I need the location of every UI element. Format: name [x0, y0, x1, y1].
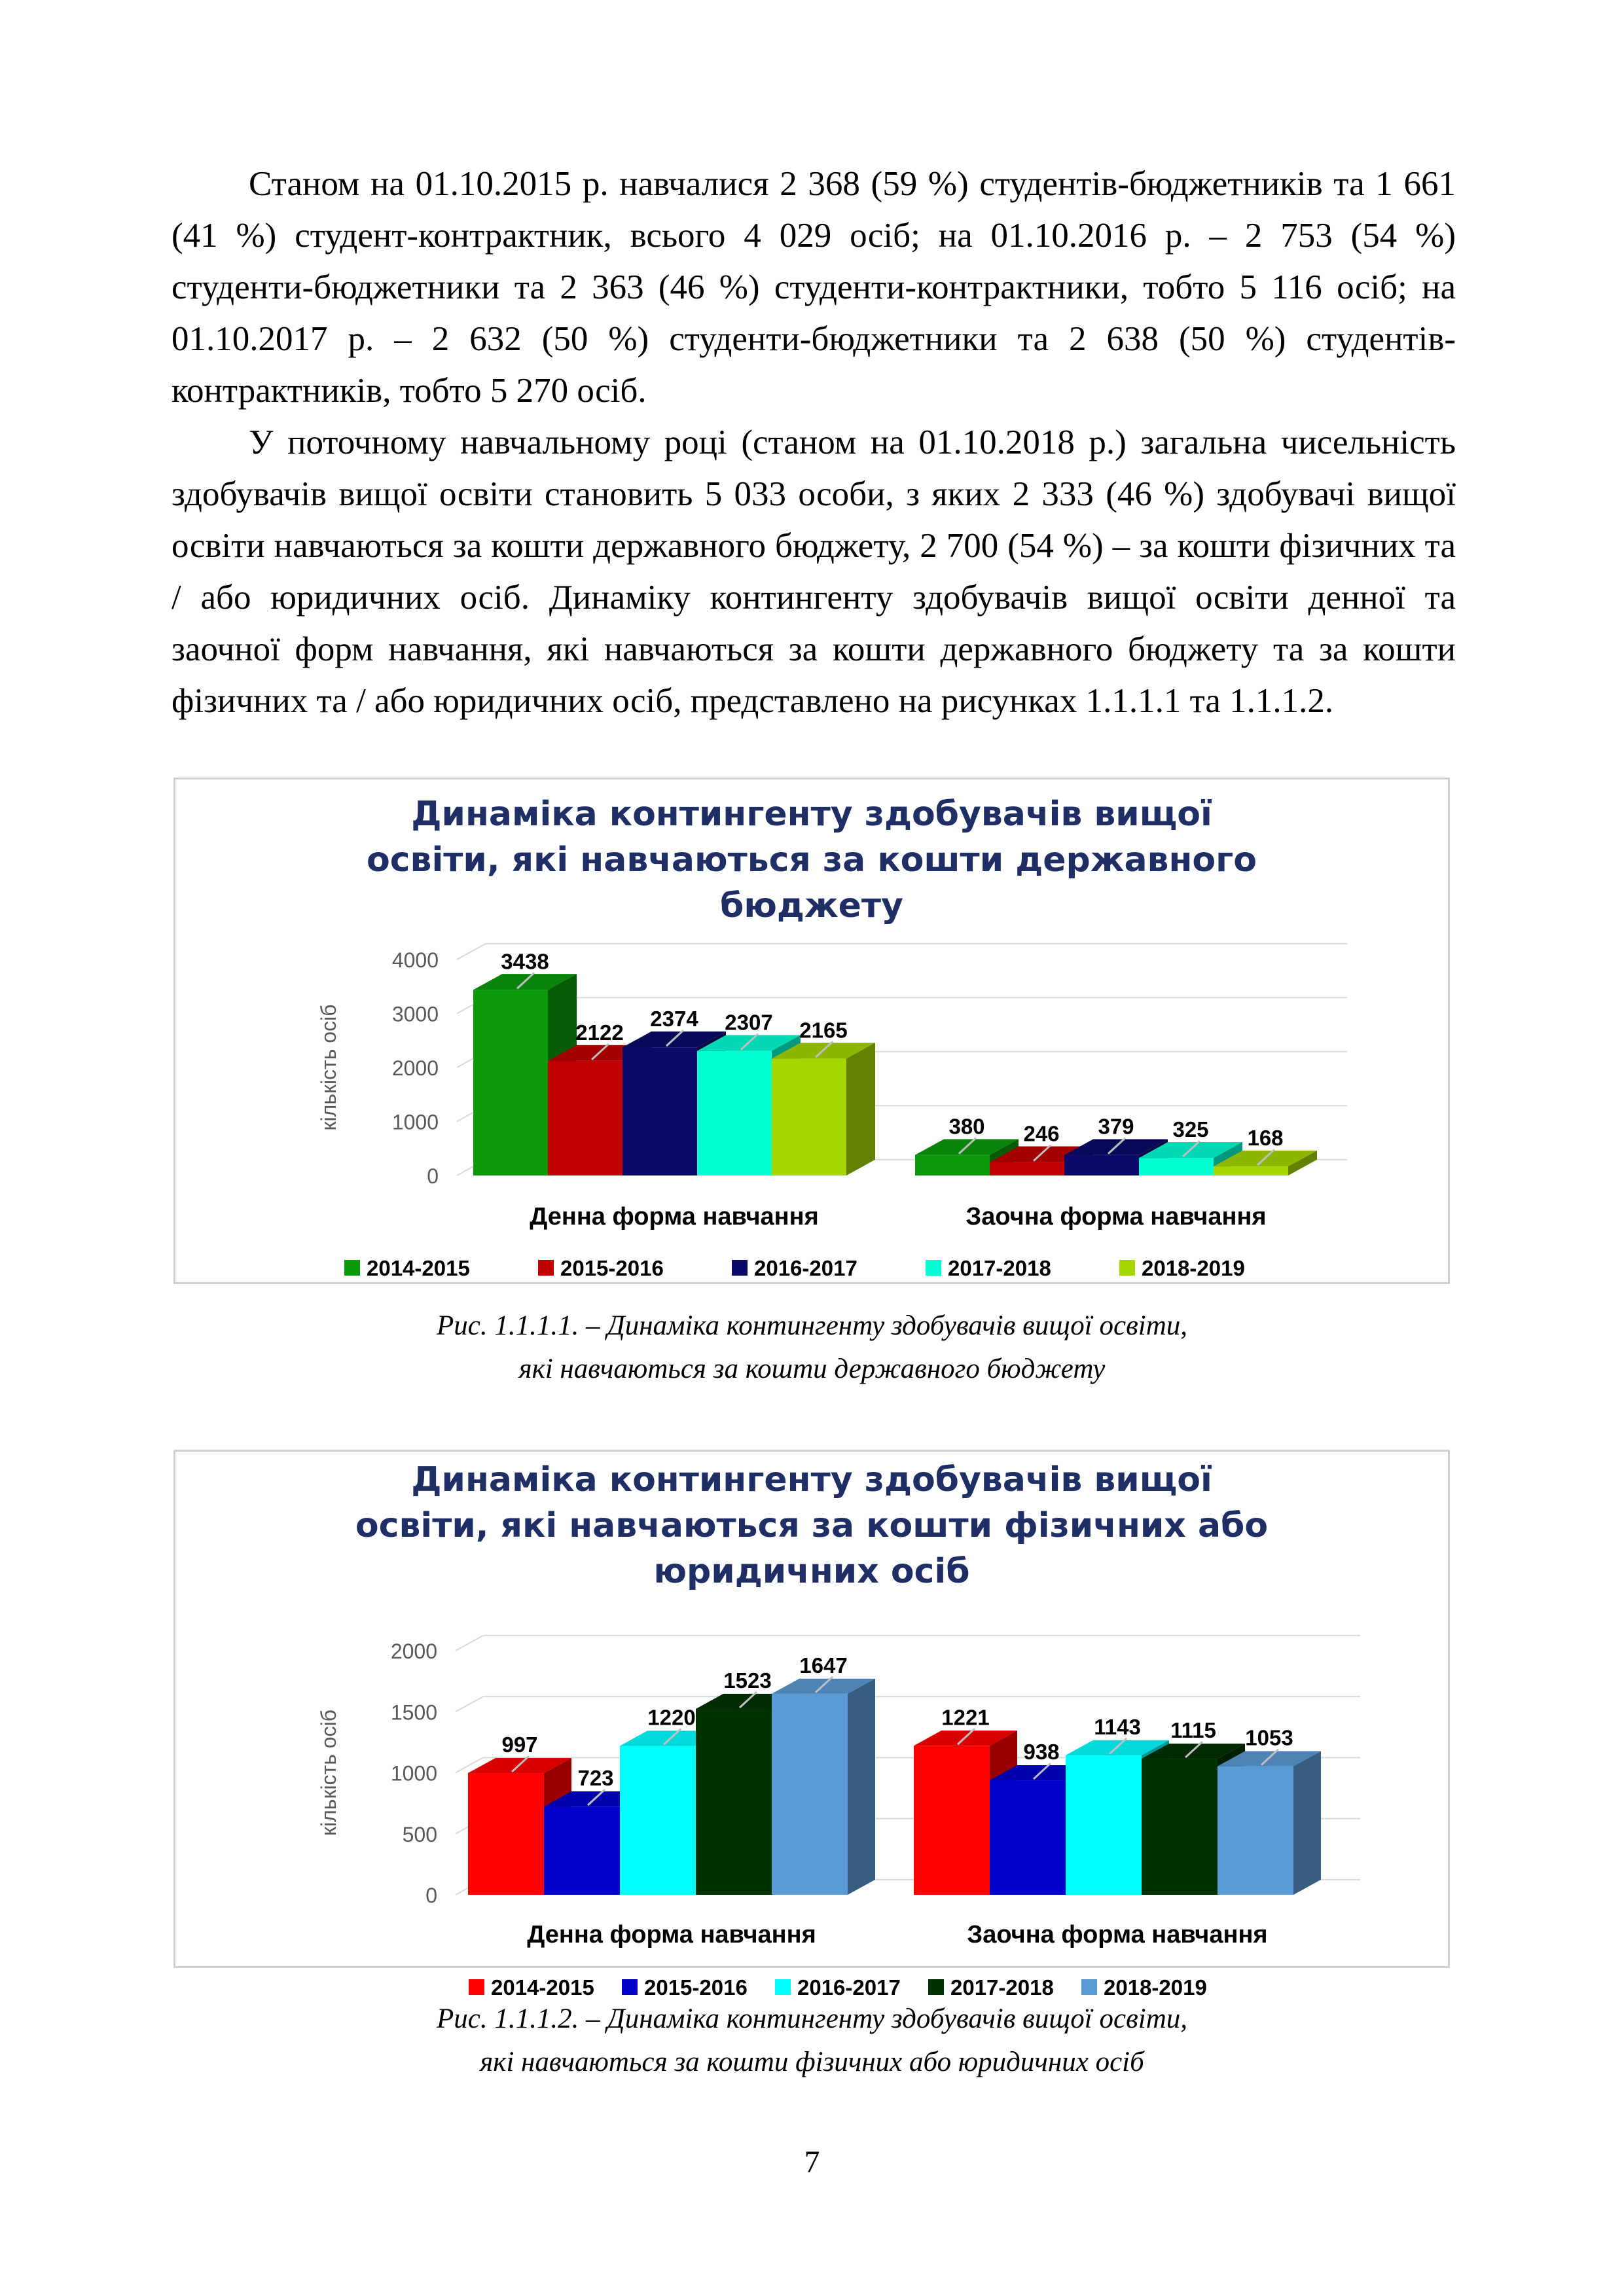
bar-front	[990, 1780, 1066, 1895]
bar-front	[548, 1061, 623, 1175]
bar-front	[696, 1709, 772, 1895]
data-label: 325	[1172, 1117, 1209, 1142]
chart-2-title-line: Динаміка контингенту здобувачів вищої	[411, 1460, 1212, 1499]
data-label: 380	[948, 1114, 985, 1139]
legend-swatch	[1119, 1260, 1135, 1276]
caption-line: Рис. 1.1.1.1. – Динаміка контингенту здобувачів вищої освіти,	[437, 1310, 1187, 1341]
legend-label: 2015-2016	[644, 1975, 748, 2000]
data-label: 3438	[501, 949, 549, 974]
y-tick-label: 1000	[391, 1110, 439, 1134]
legend-swatch	[926, 1260, 941, 1276]
bar-front	[914, 1746, 990, 1895]
legend	[469, 1975, 1207, 2000]
bar-front	[1218, 1767, 1293, 1895]
data-label: 938	[1023, 1740, 1060, 1765]
data-label: 168	[1247, 1126, 1284, 1151]
bar-side	[848, 1679, 875, 1895]
caption-line: які навчаються за кошти фізичних або юридичних осіб	[480, 2047, 1144, 2077]
y-axis-label: кількість осіб	[317, 1004, 340, 1131]
y-tick-label: 0	[425, 1884, 437, 1907]
bar-front	[915, 1155, 990, 1175]
chart-1-frame	[173, 778, 1450, 1284]
paragraph-1: Станом на 01.10.2015 р. навчалися 2 368 (59 %) студентів-бюджетників та 1 661 (41 %) студент-контрактник, всього 4 029 осіб; на 01.10.2016 р. – 2 753 (54 %) студенти-бюджетники та 2 363 (46 %) студенти-контрактники, тобто 5 116 осіб; на 01.10.2017 р. – 2 632 (50 %) студенти-бюджетники та 2 638 (50 %) студентів-контрактників, тобто 5 270 осіб.	[171, 165, 1456, 410]
bar-front	[1139, 1158, 1214, 1175]
bar-front	[990, 1162, 1064, 1175]
bar-front	[473, 990, 548, 1175]
bar-front	[772, 1694, 848, 1895]
bar-side	[1293, 1751, 1321, 1895]
data-label: 379	[1098, 1114, 1134, 1139]
bar	[772, 1679, 875, 1895]
legend-swatch	[344, 1260, 360, 1276]
legend-label: 2016-2017	[754, 1256, 857, 1280]
y-tick-label: 500	[402, 1822, 437, 1846]
data-label: 1221	[941, 1705, 990, 1730]
bar-front	[544, 1806, 620, 1895]
legend-swatch	[775, 1979, 791, 1995]
category-label: Денна форма навчання	[530, 1203, 819, 1230]
y-tick-label: 0	[427, 1164, 439, 1188]
data-label: 246	[1023, 1121, 1060, 1146]
legend-label: 2017-2018	[950, 1975, 1054, 2000]
bar-front	[468, 1773, 544, 1895]
legend-swatch	[538, 1260, 554, 1276]
legend-swatch	[732, 1260, 748, 1276]
category-label: Заочна форма навчання	[967, 1921, 1268, 1948]
bar	[1218, 1751, 1321, 1895]
category-label: Денна форма навчання	[527, 1921, 816, 1948]
legend-swatch	[469, 1979, 484, 1995]
chart-1-title-line: бюджету	[720, 886, 903, 925]
data-label: 1115	[1170, 1718, 1216, 1743]
bar-front	[772, 1058, 846, 1175]
legend-swatch	[622, 1979, 638, 1995]
bar-front	[1066, 1755, 1142, 1895]
data-label: 723	[577, 1766, 614, 1791]
y-tick-label: 4000	[391, 948, 439, 972]
caption-line: Рис. 1.1.1.2. – Динаміка контингенту здобувачів вищої освіти,	[437, 2003, 1187, 2034]
category-label: Заочна форма навчання	[965, 1203, 1267, 1230]
data-label: 2122	[575, 1020, 624, 1045]
bar	[772, 1043, 875, 1175]
chart-1-title-line: освіти, які навчаються за кошти державного	[366, 840, 1257, 880]
gridline-side	[457, 944, 486, 960]
data-label: 2374	[650, 1007, 698, 1031]
bar-front	[623, 1047, 697, 1175]
bar-side	[846, 1043, 875, 1175]
bar-front	[1214, 1166, 1288, 1175]
data-label: 1143	[1094, 1714, 1141, 1739]
y-tick-label: 2000	[390, 1640, 437, 1663]
paragraph-2: У поточному навчальному році (станом на 01.10.2018 р.) загальна чисельність здобувачів вищої освіти становить 5 033 особи, з яких 2 333 (46 %) здобувачі вищої освіти навчаються за кошти державного бюджету, 2 700 (54 %) – за кошти фізичних та / або юридичних осіб. Динаміку контингенту здобувачів вищої освіти денної та заочної форм навчання, які навчаються за кошти державного бюджету та за кошти фізичних та / або юридичних осіб, представлено на рисунках 1.1.1.1 та 1.1.1.2.	[171, 423, 1456, 720]
data-label: 1220	[647, 1705, 696, 1730]
chart-1-plot	[175, 780, 1448, 1282]
chart-1-title-line: Динаміка контингенту здобувачів вищої	[411, 795, 1212, 834]
legend-swatch	[928, 1979, 944, 1995]
y-tick-label: 1500	[390, 1700, 437, 1725]
chart-2-plot	[175, 1452, 1448, 2000]
legend-swatch	[1081, 1979, 1097, 1995]
legend	[344, 1256, 1245, 1280]
bar-front	[620, 1746, 696, 1895]
chart-2-title-line: освіти, які навчаються за кошти фізичних або	[355, 1506, 1269, 1545]
bar-front	[1064, 1155, 1139, 1175]
legend-label: 2017-2018	[948, 1256, 1051, 1280]
bar-front	[1142, 1759, 1218, 1895]
y-tick-label: 3000	[391, 1002, 439, 1026]
y-tick-label: 2000	[391, 1056, 439, 1080]
chart-1-caption	[0, 1304, 1624, 1391]
legend-label: 2015-2016	[560, 1256, 664, 1280]
y-axis-label: кількість осіб	[317, 1709, 340, 1837]
data-label: 2165	[799, 1018, 848, 1043]
gridline-side	[456, 1636, 483, 1651]
data-label: 997	[501, 1732, 538, 1757]
legend-label: 2018-2019	[1104, 1975, 1207, 2000]
chart-2-title-line: юридичних осіб	[653, 1552, 970, 1591]
data-label: 1647	[799, 1653, 848, 1677]
data-label: 1523	[723, 1668, 772, 1693]
bar-front	[697, 1051, 772, 1175]
legend-label: 2014-2015	[491, 1975, 594, 2000]
y-tick-label: 1000	[390, 1761, 437, 1785]
data-label: 1053	[1245, 1725, 1293, 1750]
chart-2-frame	[173, 1450, 1450, 2000]
legend-label: 2016-2017	[797, 1975, 901, 2000]
gridline-side	[456, 1696, 483, 1712]
page-number: 7	[804, 2145, 820, 2179]
chart-2-caption	[0, 1998, 1624, 2084]
legend-label: 2018-2019	[1142, 1256, 1245, 1280]
caption-line: які навчаються за кошти державного бюджету	[518, 1354, 1106, 1384]
data-label: 2307	[725, 1010, 773, 1035]
legend-label: 2014-2015	[367, 1256, 470, 1280]
